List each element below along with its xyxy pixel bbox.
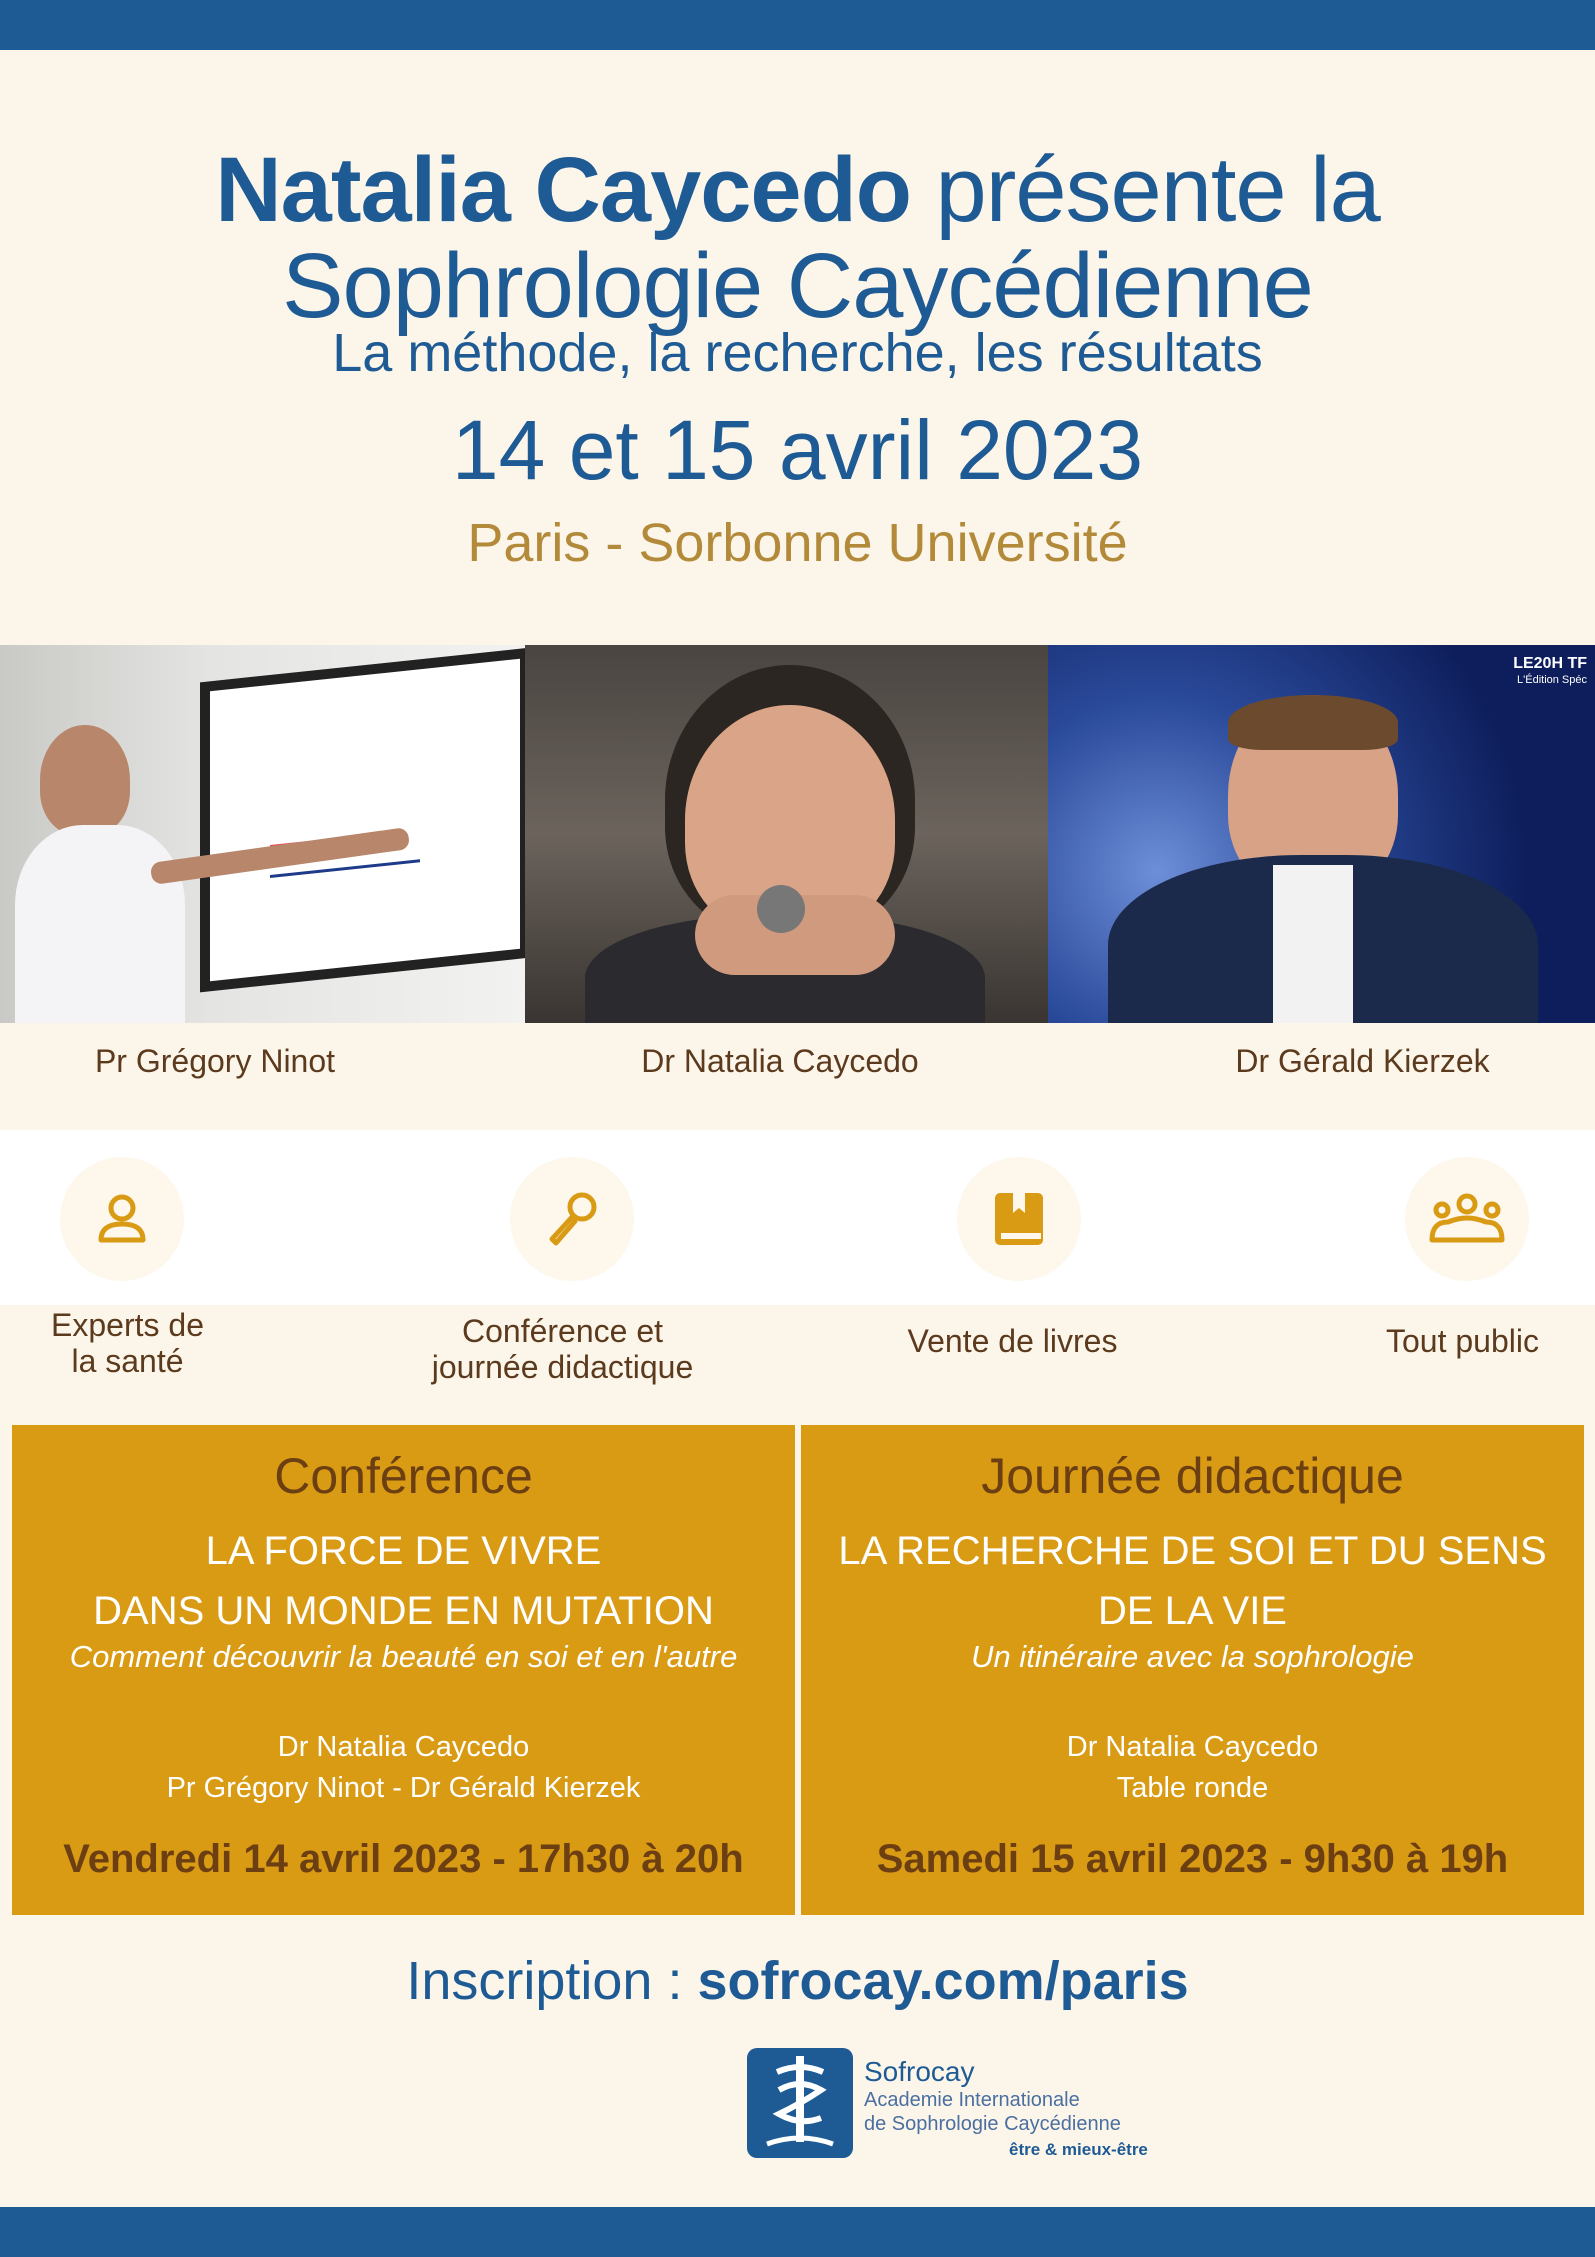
feature-icons [0, 1130, 1595, 1305]
feature-label-experts: Experts de la santé [51, 1307, 204, 1379]
photo-gregory-ninot [0, 645, 525, 1023]
event-dates: 14 et 15 avril 2023 [451, 403, 1144, 497]
speaker-captions [0, 1023, 1595, 1130]
event-place: Paris - Sorbonne Université [467, 513, 1128, 573]
caption-gregory-ninot: Pr Grégory Ninot [94, 1043, 336, 1079]
event-theme: LA FORCE DE VIVRE DANS UN MONDE EN MUTATION [93, 1529, 714, 1633]
brand-tagline: être & mieux-être [1009, 2140, 1148, 2159]
event-tagline: Un itinéraire avec la sophrologie [971, 1639, 1414, 1674]
speaker-photos [0, 645, 1595, 1023]
title-line2: Sophrologie Caycédienne [282, 235, 1313, 337]
person-icon [60, 1157, 184, 1281]
sofrocay-logo-icon [747, 2048, 853, 2158]
inscription [0, 1950, 1595, 2012]
photo-gerald-kierzek [1048, 645, 1595, 1023]
event-kind: Journée didactique [981, 1448, 1404, 1504]
caption-natalia-caycedo: Dr Natalia Caycedo [641, 1043, 919, 1079]
page-title [0, 139, 1595, 337]
top-band [0, 0, 1595, 50]
feature-label-books: Vente de livres [907, 1323, 1118, 1359]
event-conference [12, 1425, 795, 1915]
feature-label-public: Tout public [1386, 1323, 1539, 1359]
event-kind: Conférence [274, 1448, 533, 1504]
title-name: Natalia Caycedo [215, 139, 911, 241]
event-speakers: Dr Natalia Caycedo Pr Grégory Ninot - Dr Gérald Kierzek [166, 1731, 641, 1804]
microphone-icon [510, 1157, 634, 1281]
presentation-screen [200, 648, 525, 993]
event-tagline: Comment découvrir la beauté en soi et en l'autre [69, 1639, 738, 1674]
event-theme: LA RECHERCHE DE SOI ET DU SENS DE LA VIE [838, 1529, 1547, 1633]
inscription-link[interactable]: sofrocay.com/paris [697, 1951, 1189, 2011]
feature-label-conference: Conférence et journée didactique [431, 1313, 694, 1385]
footer-brand [864, 2056, 1148, 2159]
tv-logo: LE20H TF L'Édition Spéc [1513, 655, 1587, 686]
photo-natalia-caycedo [525, 645, 1048, 1023]
brand-line2: de Sophrologie Caycédienne [864, 2113, 1121, 2135]
event-when: Samedi 15 avril 2023 - 9h30 à 19h [876, 1837, 1509, 1881]
caption-gerald-kierzek: Dr Gérald Kierzek [1235, 1043, 1490, 1079]
event-when: Vendredi 14 avril 2023 - 17h30 à 20h [63, 1837, 744, 1881]
event-journee-didactique [801, 1425, 1584, 1915]
subtitle: La méthode, la recherche, les résultats [332, 323, 1263, 383]
brand-name: Sofrocay [864, 2056, 975, 2087]
group-icon [1405, 1157, 1529, 1281]
inscription-label: Inscription : [406, 1951, 698, 2011]
events [12, 1425, 1584, 1915]
bottom-band [0, 2207, 1595, 2257]
brand-line1: Academie Internationale [864, 2089, 1080, 2111]
feature-labels [0, 1305, 1595, 1425]
book-icon [957, 1157, 1081, 1281]
title-rest: présente la [911, 139, 1380, 241]
event-speakers: Dr Natalia Caycedo Table ronde [1066, 1731, 1319, 1804]
header [0, 50, 1595, 645]
